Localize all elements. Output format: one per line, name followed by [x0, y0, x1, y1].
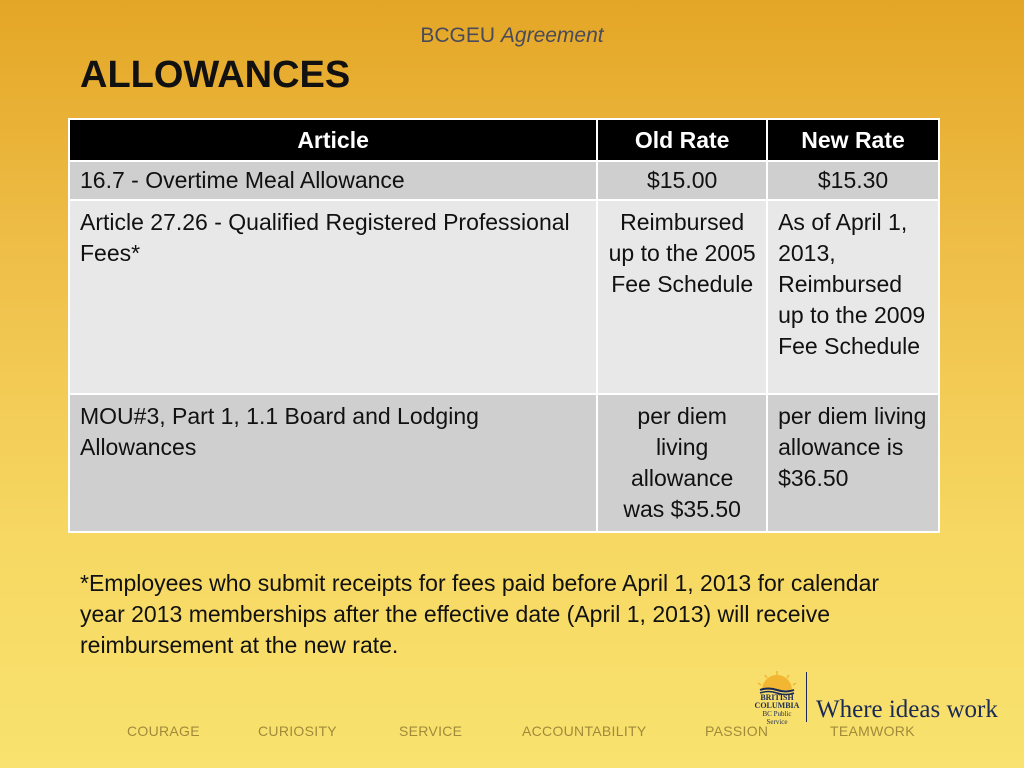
old-rate-cell: per diem living allowance was $35.50 [597, 394, 767, 532]
allowances-table [68, 118, 940, 533]
page-title: ALLOWANCES [80, 54, 351, 96]
logo-divider [806, 672, 807, 722]
column-header-article: Article [69, 119, 597, 161]
footnote: *Employees who submit receipts for fees paid before April 1, 2013 for calendar year 2013 memberships after the effective date (April 1, 2013) will receive reimbursement at the new rate. [80, 570, 880, 658]
column-header-new-rate: New Rate [767, 119, 939, 161]
table-row [69, 200, 939, 394]
column-header-old-rate: Old Rate [597, 119, 767, 161]
new-rate-cell: As of April 1, 2013, Reimbursed up to the 2009 Fee Schedule [767, 200, 939, 394]
table-row [69, 394, 939, 532]
value-curiosity: CURIOSITY [258, 723, 337, 739]
value-passion: PASSION [705, 723, 769, 739]
new-rate-cell: per diem living allowance is $36.50 [767, 394, 939, 532]
value-accountability: ACCOUNTABILITY [522, 723, 647, 739]
table-header-row [69, 119, 939, 161]
slide-header [0, 24, 1024, 48]
value-teamwork: TEAMWORK [830, 723, 915, 739]
new-rate-cell: $15.30 [767, 161, 939, 200]
table-row [69, 161, 939, 200]
logo-line-3: BC Public Service [762, 710, 792, 726]
logo-tagline: Where ideas work [816, 696, 998, 723]
article-cell: MOU#3, Part 1, 1.1 Board and Lodging Allowances [69, 394, 597, 532]
logo-line-2: COLUMBIA [754, 701, 800, 710]
article-cell: Article 27.26 - Qualified Registered Professional Fees* [69, 200, 597, 394]
old-rate-cell: Reimbursed up to the 2005 Fee Schedule [597, 200, 767, 394]
article-cell: 16.7 - Overtime Meal Allowance [69, 161, 597, 200]
doc-name: Agreement [500, 24, 604, 47]
old-rate-cell: $15.00 [597, 161, 767, 200]
bc-public-service-logo [752, 668, 998, 728]
value-courage: COURAGE [127, 723, 200, 739]
org-name: BCGEU [420, 24, 496, 47]
logo-line-1: BRITISH [760, 693, 794, 702]
values-bar [0, 723, 1024, 743]
value-service: SERVICE [399, 723, 463, 739]
bc-wordmark [752, 694, 802, 726]
